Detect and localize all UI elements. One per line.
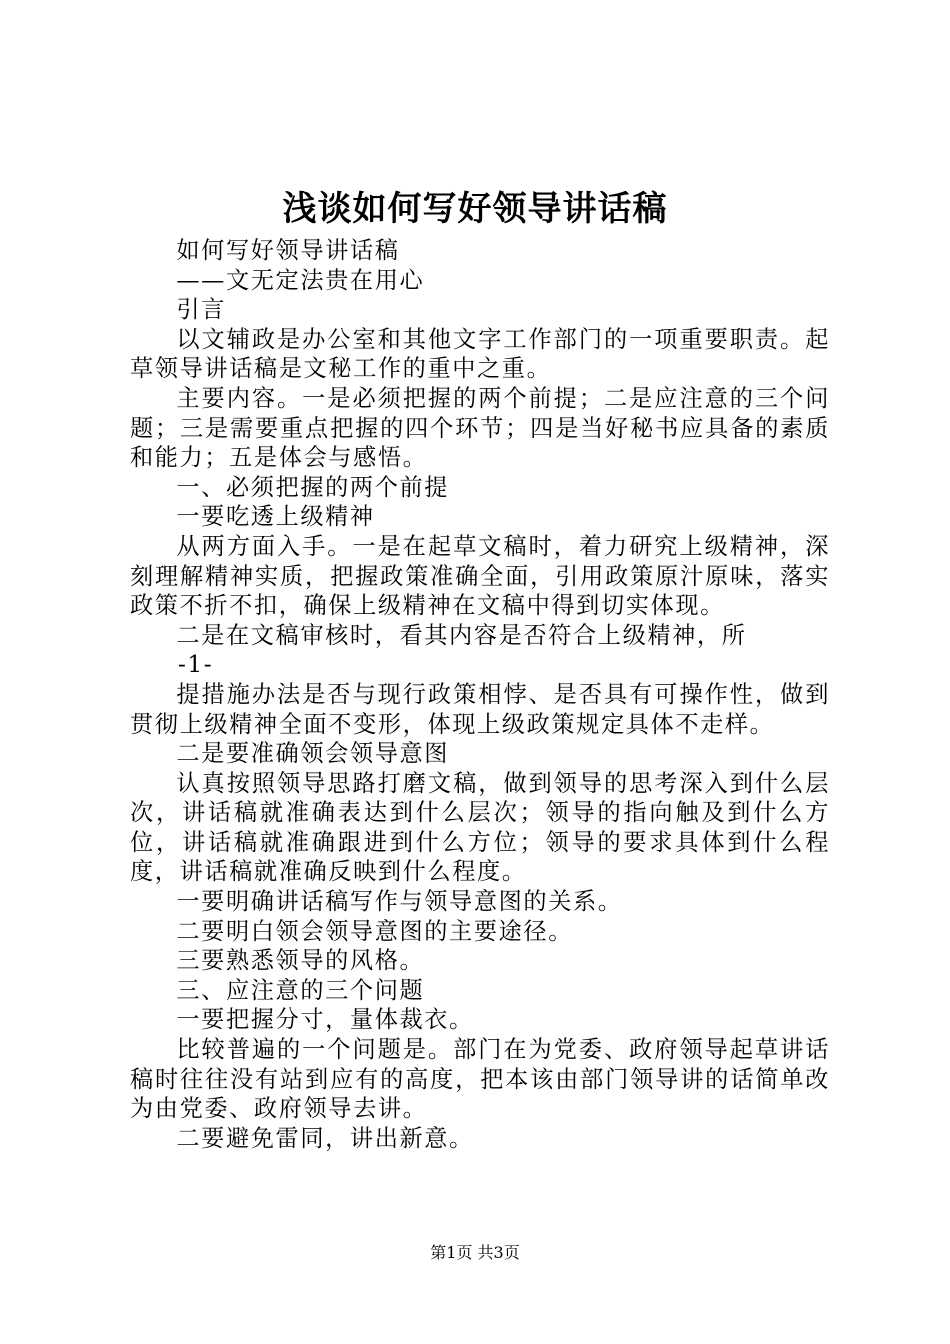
paragraph: 引言	[176, 296, 226, 324]
paragraph: 提措施办法是否与现行政策相悖、是否具有可操作性，做到贯彻上级精神全面不变形，体现上级政策规定具体不走样。	[130, 680, 830, 738]
paragraph: 认真按照领导思路打磨文稿，做到领导的思考深入到什么层次，讲话稿就准确表达到什么层次；领导的指向触及到什么方位，讲话稿就准确跟进到什么方位；领导的要求具体到什么程度，讲话稿就准确反映到什么程度。	[130, 769, 830, 886]
subsection-heading: 二是要准确领会领导意图	[176, 740, 450, 768]
paragraph: 二要明白领会领导意图的主要途径。	[176, 917, 573, 945]
subsection-heading: 一要吃透上级精神	[176, 503, 375, 531]
section-heading: 一、必须把握的两个前提	[176, 473, 450, 501]
inline-page-marker: -1-	[178, 651, 214, 679]
paragraph: 三要熟悉领导的风格。	[176, 947, 425, 975]
paragraph: 如何写好领导讲话稿	[176, 237, 400, 264]
document-title: 浅谈如何写好领导讲话稿	[282, 189, 668, 229]
paragraph: 一要明确讲话稿写作与领导意图的关系。	[176, 888, 623, 916]
subsection-heading: 二要避免雷同，讲出新意。	[176, 1124, 474, 1152]
paragraph: 以文辅政是办公室和其他文字工作部门的一项重要职责。起草领导讲话稿是文秘工作的重中之重。	[130, 325, 830, 383]
document-body	[130, 236, 830, 1153]
section-heading: 三、应注意的三个问题	[176, 976, 425, 1004]
page-footer: 第1页 共3页	[430, 1243, 520, 1262]
subsection-heading: 一要把握分寸，量体裁衣。	[176, 1006, 474, 1034]
paragraph: 主要内容。一是必须把握的两个前提；二是应注意的三个问题；三是需要重点把握的四个环节；四是当好秘书应具备的素质和能力；五是体会与感悟。	[130, 384, 830, 472]
paragraph: 从两方面入手。一是在起草文稿时，着力研究上级精神，深刻理解精神实质，把握政策准确全面，引用政策原汁原味，落实政策不折不扣，确保上级精神在文稿中得到切实体现。	[130, 532, 830, 620]
paragraph: ——文无定法贵在用心	[176, 266, 425, 294]
paragraph: 比较普遍的一个问题是。部门在为党委、政府领导起草讲话稿时往往没有站到应有的高度，把本该由部门领导讲的话简单改为由党委、政府领导去讲。	[130, 1036, 830, 1123]
paragraph: 二是在文稿审核时，看其内容是否符合上级精神，所	[176, 621, 747, 649]
